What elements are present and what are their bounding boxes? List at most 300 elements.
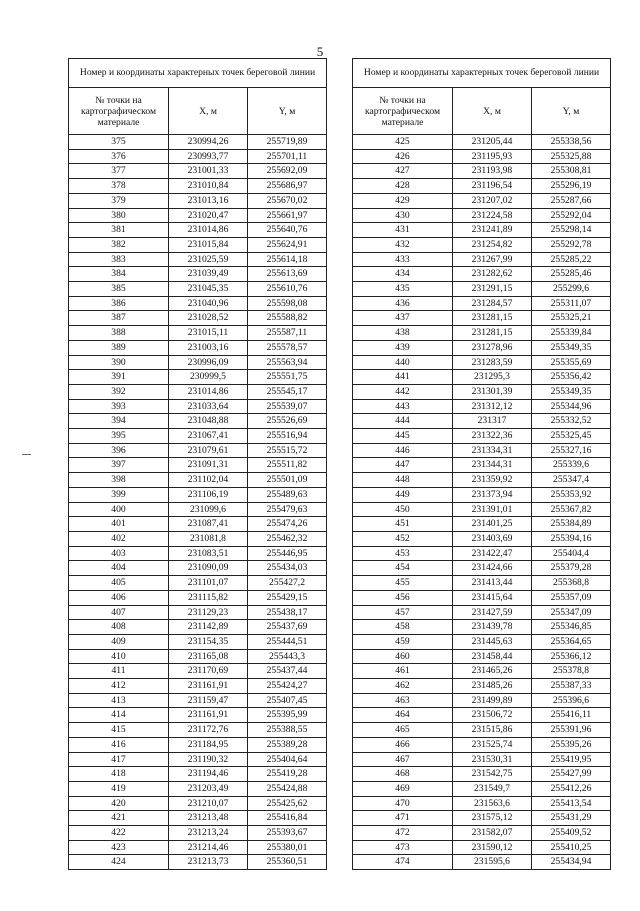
x-coordinate: 230999,5	[169, 370, 248, 385]
table-row	[353, 752, 611, 767]
y-coordinate: 255299,6	[532, 282, 611, 297]
y-coordinate: 255298,14	[532, 223, 611, 238]
x-coordinate: 231142,89	[169, 620, 248, 635]
point-number: 449	[353, 487, 453, 502]
x-coordinate: 231590,12	[453, 840, 532, 855]
point-number: 441	[353, 370, 453, 385]
point-number: 396	[69, 443, 169, 458]
point-number: 453	[353, 546, 453, 561]
y-coordinate: 255539,07	[248, 399, 327, 414]
x-coordinate: 231028,52	[169, 311, 248, 326]
table-row	[353, 267, 611, 282]
x-coordinate: 231014,86	[169, 384, 248, 399]
point-number: 416	[69, 737, 169, 752]
table-row	[353, 135, 611, 150]
y-coordinate: 255413,54	[532, 796, 611, 811]
x-coordinate: 231102,04	[169, 473, 248, 488]
table-row	[353, 193, 611, 208]
point-number: 469	[353, 781, 453, 796]
y-coordinate: 255686,97	[248, 179, 327, 194]
table-row	[69, 752, 327, 767]
x-coordinate: 231193,98	[453, 164, 532, 179]
x-coordinate: 231525,74	[453, 737, 532, 752]
x-coordinate: 231025,59	[169, 252, 248, 267]
table-row	[69, 399, 327, 414]
table-row	[353, 487, 611, 502]
table-row	[69, 282, 327, 297]
column-header-point: № точки на картографическом материале	[353, 88, 453, 135]
table-row	[69, 193, 327, 208]
y-coordinate: 255526,69	[248, 414, 327, 429]
point-number: 454	[353, 561, 453, 576]
y-coordinate: 255347,4	[532, 473, 611, 488]
point-number: 450	[353, 502, 453, 517]
table-row	[353, 664, 611, 679]
y-coordinate: 255419,95	[532, 752, 611, 767]
point-number: 381	[69, 223, 169, 238]
table-row	[353, 311, 611, 326]
point-number: 443	[353, 399, 453, 414]
x-coordinate: 231039,49	[169, 267, 248, 282]
point-number: 473	[353, 840, 453, 855]
table-row	[353, 531, 611, 546]
x-coordinate: 231207,02	[453, 193, 532, 208]
y-coordinate: 255479,63	[248, 502, 327, 517]
x-coordinate: 231194,46	[169, 767, 248, 782]
y-coordinate: 255285,46	[532, 267, 611, 282]
point-number: 395	[69, 429, 169, 444]
point-number: 414	[69, 708, 169, 723]
table-row	[69, 237, 327, 252]
x-coordinate: 231190,32	[169, 752, 248, 767]
y-coordinate: 255325,88	[532, 149, 611, 164]
y-coordinate: 255437,69	[248, 620, 327, 635]
table-row	[69, 443, 327, 458]
y-coordinate: 255367,82	[532, 502, 611, 517]
y-coordinate: 255356,42	[532, 370, 611, 385]
y-coordinate: 255416,84	[248, 811, 327, 826]
x-coordinate: 231295,3	[453, 370, 532, 385]
coordinates-table-right	[352, 58, 611, 870]
table-row	[69, 781, 327, 796]
point-number: 434	[353, 267, 453, 282]
x-coordinate: 231099,6	[169, 502, 248, 517]
table-row	[69, 561, 327, 576]
y-coordinate: 255388,55	[248, 723, 327, 738]
table-row	[69, 693, 327, 708]
point-number: 430	[353, 208, 453, 223]
y-coordinate: 255285,22	[532, 252, 611, 267]
table-row	[69, 223, 327, 238]
y-coordinate: 255380,01	[248, 840, 327, 855]
point-number: 405	[69, 576, 169, 591]
point-number: 472	[353, 826, 453, 841]
column-header-y: Y, м	[532, 88, 611, 135]
y-coordinate: 255292,04	[532, 208, 611, 223]
point-number: 389	[69, 340, 169, 355]
point-number: 385	[69, 282, 169, 297]
table-title: Номер и координаты характерных точек береговой линии	[353, 59, 611, 88]
x-coordinate: 231515,86	[453, 723, 532, 738]
y-coordinate: 255287,66	[532, 193, 611, 208]
y-coordinate: 255511,82	[248, 458, 327, 473]
point-number: 448	[353, 473, 453, 488]
y-coordinate: 255347,09	[532, 605, 611, 620]
table-row	[69, 429, 327, 444]
x-coordinate: 231101,07	[169, 576, 248, 591]
y-coordinate: 255610,76	[248, 282, 327, 297]
x-coordinate: 231595,6	[453, 855, 532, 870]
table-row	[353, 605, 611, 620]
y-coordinate: 255587,11	[248, 326, 327, 341]
y-coordinate: 255357,09	[532, 590, 611, 605]
x-coordinate: 231045,35	[169, 282, 248, 297]
x-coordinate: 231161,91	[169, 708, 248, 723]
point-number: 459	[353, 634, 453, 649]
y-coordinate: 255434,03	[248, 561, 327, 576]
y-coordinate: 255366,12	[532, 649, 611, 664]
table-row	[69, 855, 327, 870]
y-coordinate: 255462,32	[248, 531, 327, 546]
point-number: 436	[353, 296, 453, 311]
table-row	[353, 811, 611, 826]
table-row	[353, 723, 611, 738]
table-row	[69, 502, 327, 517]
y-coordinate: 255515,72	[248, 443, 327, 458]
y-coordinate: 255349,35	[532, 384, 611, 399]
table-row	[69, 767, 327, 782]
x-coordinate: 231282,62	[453, 267, 532, 282]
point-number: 474	[353, 855, 453, 870]
y-coordinate: 255346,85	[532, 620, 611, 635]
point-number: 412	[69, 679, 169, 694]
y-coordinate: 255407,45	[248, 693, 327, 708]
x-coordinate: 231115,82	[169, 590, 248, 605]
x-coordinate: 231485,26	[453, 679, 532, 694]
table-row	[353, 149, 611, 164]
column-header-y: Y, м	[248, 88, 327, 135]
table-row	[353, 737, 611, 752]
y-coordinate: 255384,89	[532, 517, 611, 532]
table-row	[69, 620, 327, 635]
x-coordinate: 231542,75	[453, 767, 532, 782]
point-number: 394	[69, 414, 169, 429]
x-coordinate: 231422,47	[453, 546, 532, 561]
point-number: 446	[353, 443, 453, 458]
table-row	[69, 179, 327, 194]
table-row	[69, 252, 327, 267]
table-row	[353, 826, 611, 841]
table-row	[353, 840, 611, 855]
y-coordinate: 255360,51	[248, 855, 327, 870]
point-number: 437	[353, 311, 453, 326]
y-coordinate: 255701,11	[248, 149, 327, 164]
point-number: 390	[69, 355, 169, 370]
y-coordinate: 255578,57	[248, 340, 327, 355]
x-coordinate: 231106,19	[169, 487, 248, 502]
x-coordinate: 231015,84	[169, 237, 248, 252]
table-row	[353, 502, 611, 517]
y-coordinate: 255614,18	[248, 252, 327, 267]
y-coordinate: 255419,28	[248, 767, 327, 782]
table-row	[353, 164, 611, 179]
x-coordinate: 231010,84	[169, 179, 248, 194]
x-coordinate: 231301,39	[453, 384, 532, 399]
x-coordinate: 231013,16	[169, 193, 248, 208]
y-coordinate: 255434,94	[532, 855, 611, 870]
x-coordinate: 231165,08	[169, 649, 248, 664]
y-coordinate: 255387,33	[532, 679, 611, 694]
table-row	[69, 708, 327, 723]
point-number: 431	[353, 223, 453, 238]
point-number: 376	[69, 149, 169, 164]
column-header-point: № точки на картографическом материале	[69, 88, 169, 135]
x-coordinate: 231091,31	[169, 458, 248, 473]
point-number: 388	[69, 326, 169, 341]
table-row	[353, 429, 611, 444]
x-coordinate: 231079,61	[169, 443, 248, 458]
table-row	[69, 590, 327, 605]
point-number: 429	[353, 193, 453, 208]
x-coordinate: 231506,72	[453, 708, 532, 723]
table-row	[69, 605, 327, 620]
y-coordinate: 255425,62	[248, 796, 327, 811]
point-number: 377	[69, 164, 169, 179]
x-coordinate: 231465,26	[453, 664, 532, 679]
point-number: 386	[69, 296, 169, 311]
point-number: 417	[69, 752, 169, 767]
x-coordinate: 231563,6	[453, 796, 532, 811]
table-row	[353, 179, 611, 194]
y-coordinate: 255474,26	[248, 517, 327, 532]
x-coordinate: 231048,88	[169, 414, 248, 429]
x-coordinate: 231291,15	[453, 282, 532, 297]
y-coordinate: 255292,78	[532, 237, 611, 252]
y-coordinate: 255325,21	[532, 311, 611, 326]
table-row	[69, 473, 327, 488]
y-coordinate: 255296,19	[532, 179, 611, 194]
y-coordinate: 255378,8	[532, 664, 611, 679]
x-coordinate: 231403,69	[453, 531, 532, 546]
x-coordinate: 231213,48	[169, 811, 248, 826]
y-coordinate: 255364,65	[532, 634, 611, 649]
column-header-x: X, м	[169, 88, 248, 135]
page-number: 5	[316, 44, 324, 59]
x-coordinate: 231020,47	[169, 208, 248, 223]
table-row	[69, 355, 327, 370]
x-coordinate: 231413,44	[453, 576, 532, 591]
x-coordinate: 231159,47	[169, 693, 248, 708]
x-coordinate: 231081,8	[169, 531, 248, 546]
x-coordinate: 231224,58	[453, 208, 532, 223]
x-coordinate: 231281,15	[453, 326, 532, 341]
x-coordinate: 231196,54	[453, 179, 532, 194]
point-number: 401	[69, 517, 169, 532]
y-coordinate: 255404,64	[248, 752, 327, 767]
table-row	[353, 370, 611, 385]
y-coordinate: 255424,27	[248, 679, 327, 694]
y-coordinate: 255431,29	[532, 811, 611, 826]
point-number: 399	[69, 487, 169, 502]
y-coordinate: 255719,89	[248, 135, 327, 150]
y-coordinate: 255394,16	[532, 531, 611, 546]
point-number: 403	[69, 546, 169, 561]
point-number: 435	[353, 282, 453, 297]
x-coordinate: 231359,92	[453, 473, 532, 488]
y-coordinate: 255545,17	[248, 384, 327, 399]
table-row	[353, 384, 611, 399]
table-row	[353, 634, 611, 649]
y-coordinate: 255379,28	[532, 561, 611, 576]
x-coordinate: 231445,63	[453, 634, 532, 649]
table-row	[353, 237, 611, 252]
point-number: 455	[353, 576, 453, 591]
x-coordinate: 230994,26	[169, 135, 248, 150]
y-coordinate: 255501,09	[248, 473, 327, 488]
table-row	[69, 649, 327, 664]
x-coordinate: 231003,16	[169, 340, 248, 355]
point-number: 442	[353, 384, 453, 399]
y-coordinate: 255404,4	[532, 546, 611, 561]
x-coordinate: 231334,31	[453, 443, 532, 458]
point-number: 387	[69, 311, 169, 326]
y-coordinate: 255409,52	[532, 826, 611, 841]
table-row	[69, 679, 327, 694]
y-coordinate: 255444,51	[248, 634, 327, 649]
point-number: 444	[353, 414, 453, 429]
table-row	[69, 811, 327, 826]
x-coordinate: 231575,12	[453, 811, 532, 826]
x-coordinate: 231154,35	[169, 634, 248, 649]
column-header-x: X, м	[453, 88, 532, 135]
table-row	[353, 796, 611, 811]
x-coordinate: 231172,76	[169, 723, 248, 738]
x-coordinate: 231322,36	[453, 429, 532, 444]
point-number: 461	[353, 664, 453, 679]
table-row	[69, 326, 327, 341]
point-number: 379	[69, 193, 169, 208]
x-coordinate: 231401,25	[453, 517, 532, 532]
table-row	[69, 135, 327, 150]
x-coordinate: 231415,64	[453, 590, 532, 605]
point-number: 467	[353, 752, 453, 767]
x-coordinate: 231090,09	[169, 561, 248, 576]
table-row	[353, 781, 611, 796]
y-coordinate: 255355,69	[532, 355, 611, 370]
point-number: 439	[353, 340, 453, 355]
y-coordinate: 255339,84	[532, 326, 611, 341]
x-coordinate: 231312,12	[453, 399, 532, 414]
table-row	[353, 223, 611, 238]
x-coordinate: 231067,41	[169, 429, 248, 444]
table-row	[353, 355, 611, 370]
table-row	[69, 531, 327, 546]
point-number: 426	[353, 149, 453, 164]
point-number: 409	[69, 634, 169, 649]
table-row	[353, 208, 611, 223]
point-number: 460	[353, 649, 453, 664]
x-coordinate: 231284,57	[453, 296, 532, 311]
y-coordinate: 255311,07	[532, 296, 611, 311]
y-coordinate: 255338,56	[532, 135, 611, 150]
table-row	[353, 649, 611, 664]
y-coordinate: 255563,94	[248, 355, 327, 370]
point-number: 433	[353, 252, 453, 267]
x-coordinate: 231424,66	[453, 561, 532, 576]
table-row	[353, 414, 611, 429]
y-coordinate: 255624,91	[248, 237, 327, 252]
y-coordinate: 255344,96	[532, 399, 611, 414]
point-number: 464	[353, 708, 453, 723]
table-row	[69, 149, 327, 164]
x-coordinate: 230996,09	[169, 355, 248, 370]
y-coordinate: 255391,96	[532, 723, 611, 738]
table-row	[353, 620, 611, 635]
x-coordinate: 231391,01	[453, 502, 532, 517]
point-number: 465	[353, 723, 453, 738]
y-coordinate: 255429,15	[248, 590, 327, 605]
table-row	[69, 414, 327, 429]
x-coordinate: 231040,96	[169, 296, 248, 311]
table-row	[69, 723, 327, 738]
x-coordinate: 231317	[453, 414, 532, 429]
y-coordinate: 255325,45	[532, 429, 611, 444]
x-coordinate: 231213,73	[169, 855, 248, 870]
point-number: 383	[69, 252, 169, 267]
y-coordinate: 255438,17	[248, 605, 327, 620]
table-row	[353, 517, 611, 532]
x-coordinate: 231373,94	[453, 487, 532, 502]
point-number: 432	[353, 237, 453, 252]
y-coordinate: 255339,6	[532, 458, 611, 473]
y-coordinate: 255396,6	[532, 693, 611, 708]
x-coordinate: 230993,77	[169, 149, 248, 164]
point-number: 463	[353, 693, 453, 708]
point-number: 462	[353, 679, 453, 694]
point-number: 404	[69, 561, 169, 576]
table-row	[353, 252, 611, 267]
point-number: 375	[69, 135, 169, 150]
point-number: 400	[69, 502, 169, 517]
y-coordinate: 255332,52	[532, 414, 611, 429]
y-coordinate: 255588,82	[248, 311, 327, 326]
coordinates-table-left	[68, 58, 327, 870]
table-row	[69, 517, 327, 532]
table-row	[69, 208, 327, 223]
table-row	[353, 679, 611, 694]
table-row	[353, 546, 611, 561]
x-coordinate: 231267,99	[453, 252, 532, 267]
point-number: 427	[353, 164, 453, 179]
point-number: 407	[69, 605, 169, 620]
y-coordinate: 255393,67	[248, 826, 327, 841]
table-row	[353, 443, 611, 458]
table-row	[353, 708, 611, 723]
table-row	[69, 370, 327, 385]
table-row	[69, 340, 327, 355]
x-coordinate: 231530,31	[453, 752, 532, 767]
point-number: 398	[69, 473, 169, 488]
point-number: 406	[69, 590, 169, 605]
y-coordinate: 255416,11	[532, 708, 611, 723]
table-row	[353, 693, 611, 708]
point-number: 440	[353, 355, 453, 370]
y-coordinate: 255395,26	[532, 737, 611, 752]
x-coordinate: 231205,44	[453, 135, 532, 150]
y-coordinate: 255516,94	[248, 429, 327, 444]
x-coordinate: 231210,07	[169, 796, 248, 811]
point-number: 438	[353, 326, 453, 341]
